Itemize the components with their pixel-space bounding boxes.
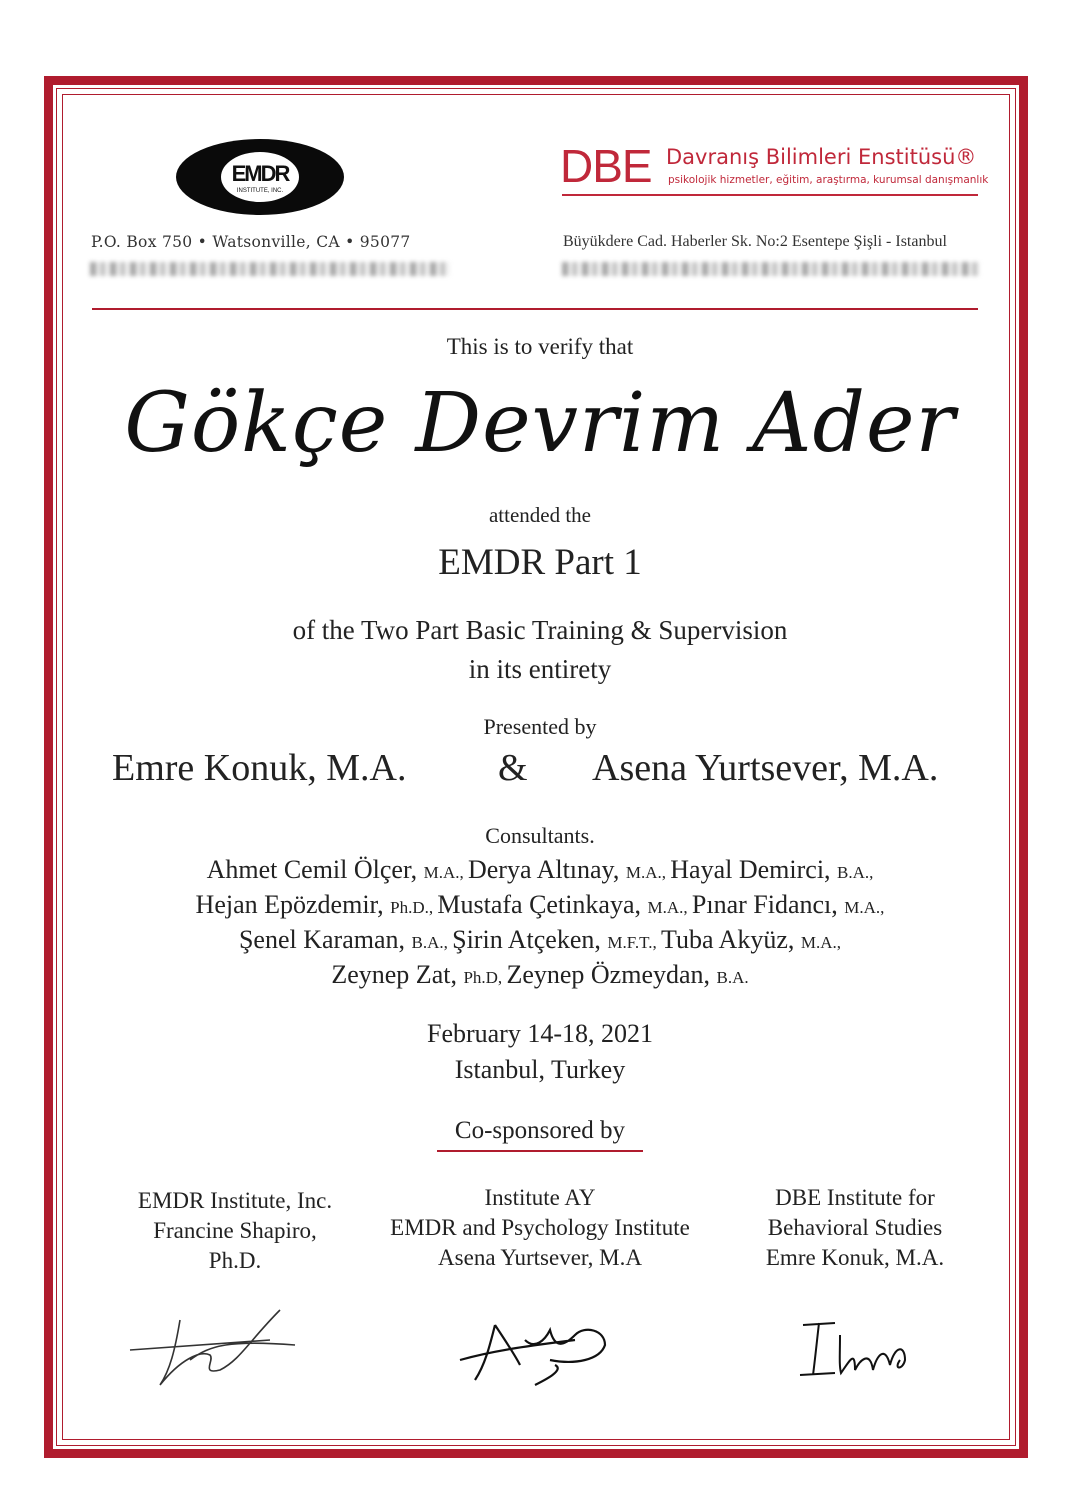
consultant-degree: M.A., [647,898,692,917]
sponsor-line: Asena Yurtsever, M.A [438,1245,642,1270]
emdr-logo-sub: INSTITUTE, INC. [236,188,284,194]
consultant-name: Şenel Karaman, [238,925,412,954]
consultant-degree: B.A., [837,863,874,882]
course-title: EMDR Part 1 [438,542,642,583]
dbe-tagline: psikolojik hizmetler, eğitim, araştırma, kurumsal danışmanlık [668,174,989,186]
presented-by-label: Presented by [483,714,597,739]
consultant-degree: Ph.D., [390,898,438,917]
signature-francine-shapiro [120,1300,300,1400]
redacted-contact-right [562,262,980,276]
emdr-institute-logo [176,139,344,215]
attended-text: attended the [488,503,592,527]
signature-emre-konuk [795,1315,925,1385]
consultant-degree: B.A. [716,968,749,987]
sponsor-line: Behavioral Studies [767,1215,943,1240]
emdr-logo-mark: EMDR [231,161,289,186]
training-date: February 14-18, 2021 [426,1019,653,1048]
header-divider [92,308,978,310]
cosponsored-underline [437,1150,643,1152]
consultants-heading: Consultants. [485,823,595,848]
dbe-address: Büyükdere Cad. Haberler Sk. No:2 Esentepe Şişli - Istanbul [563,233,947,250]
redacted-contact-left [90,262,450,276]
sponsor-line: EMDR and Psychology Institute [390,1215,690,1240]
consultant-name: Hejan Epözdemir, [195,890,391,919]
consultant-degree: B.A., [411,933,453,952]
course-description-2: in its entirety [468,654,612,684]
sponsor-institute-ay [360,1183,720,1273]
sponsor-line: EMDR Institute, Inc. [137,1188,333,1213]
consultant-line [0,925,1080,955]
recipient-name: Gökçe Devrim Ader [124,376,956,471]
training-location: Istanbul, Turkey [454,1055,626,1084]
consultant-name: Tuba Akyüz, [660,925,801,954]
consultant-name: Zeynep Zat, [331,960,464,989]
consultant-name: Derya Altınay, [467,855,626,884]
verify-text: This is to verify that [446,334,634,359]
dbe-logo-underline [562,194,978,196]
course-description: of the Two Part Basic Training & Supervision [292,615,788,645]
cosponsored-by-label: Co-sponsored by [454,1117,626,1144]
dbe-logo-mark: DBE [560,140,652,192]
consultant-line [0,890,1080,920]
sponsor-dbe-institute [730,1183,980,1273]
consultant-degree: M.A., [800,933,842,952]
sponsor-line: Ph.D. [208,1248,262,1273]
presenter-1: Emre Konuk, M.A. [112,747,407,789]
consultant-line [0,960,1080,990]
consultant-degree: M.A., [844,898,885,917]
consultant-degree: M.A., [625,863,671,882]
consultant-name: Zeynep Özmeydan, [506,960,717,989]
sponsor-emdr-institute [110,1186,360,1276]
consultant-name: Hayal Demirci, [670,855,838,884]
sponsor-line: Francine Shapiro, [153,1218,317,1243]
signature-asena-yurtsever [455,1310,625,1390]
consultant-degree: M.F.T., [607,933,661,952]
consultant-degree: Ph.D, [463,968,507,987]
consultant-name: Pınar Fidancı, [691,890,845,919]
consultant-line [0,855,1080,885]
emdr-address: P.O. Box 750 • Watsonville, CA • 95077 [91,233,411,251]
consultant-name: Ahmet Cemil Ölçer, [206,855,424,884]
sponsor-line: DBE Institute for [775,1185,935,1210]
sponsor-line: Emre Konuk, M.A. [765,1245,945,1270]
consultant-degree: M.A., [423,863,468,882]
presenter-2: Asena Yurtsever, M.A. [592,747,939,789]
consultant-name: Şirin Atçeken, [452,925,608,954]
sponsor-line: Institute AY [484,1185,596,1210]
consultant-name: Mustafa Çetinkaya, [437,890,648,919]
presenter-ampersand: & [498,747,528,789]
dbe-institute-name: Davranış Bilimleri Enstitüsü® [666,145,977,169]
